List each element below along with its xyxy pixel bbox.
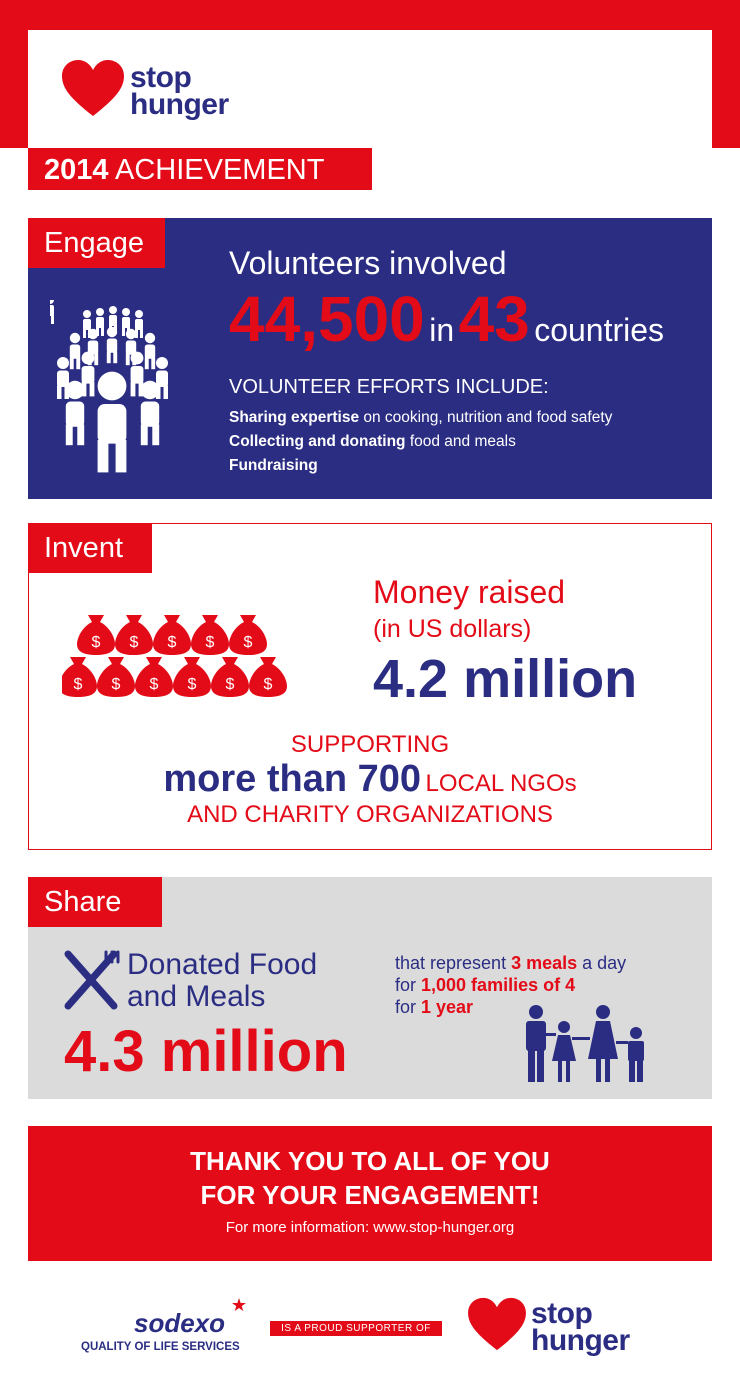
dollar-sign: $ <box>187 676 197 693</box>
represent-highlight: 3 meals <box>511 953 578 973</box>
thanks-line2: FOR YOUR ENGAGEMENT! <box>200 1180 540 1210</box>
header-frame-top <box>0 0 740 30</box>
represent-text: for <box>395 975 422 995</box>
efforts-heading: VOLUNTEER EFFORTS INCLUDE: <box>229 376 549 398</box>
money-bags <box>62 605 312 705</box>
ngo-label: LOCAL NGOs <box>425 770 577 797</box>
dollar-sign: $ <box>91 634 101 651</box>
dollar-sign: $ <box>225 676 235 693</box>
money-bag-icon <box>62 657 97 697</box>
represent-line3 <box>395 996 473 1018</box>
donated-food-label <box>127 949 317 1013</box>
engage-tag: Engage <box>28 218 165 268</box>
effort-rest: on cooking, nutrition and food safety <box>359 409 613 426</box>
effort-item <box>229 409 612 427</box>
donated-food-line1: Donated Food <box>127 948 318 981</box>
title-word: ACHIEVEMENT <box>114 154 325 186</box>
volunteers-group-icon <box>50 300 175 478</box>
countries-word: countries <box>534 312 665 348</box>
represent-text: a day <box>577 953 627 973</box>
share-tag: Share <box>28 877 162 927</box>
header-frame-left <box>0 0 28 148</box>
effort-bold: Sharing expertise <box>229 409 360 426</box>
effort-item <box>229 433 516 451</box>
footer-logo-wordmark <box>531 1297 630 1357</box>
dollar-sign: $ <box>167 634 177 651</box>
money-bag-icon <box>115 615 153 655</box>
money-bag-icon <box>229 615 267 655</box>
ngo-stat <box>0 758 740 801</box>
fork-knife-icon <box>62 950 120 1010</box>
sodexo-tagline: QUALITY OF LIFE SERVICES <box>81 1341 240 1353</box>
effort-item <box>229 457 318 475</box>
volunteers-stat <box>229 282 664 356</box>
logo-word-stop: stop <box>531 1297 593 1330</box>
represent-line1 <box>395 952 626 974</box>
heart-icon <box>466 1296 528 1352</box>
logo-wordmark <box>130 61 229 121</box>
dollar-sign: $ <box>111 676 121 693</box>
money-bag-icon <box>191 615 229 655</box>
logo-word-hunger: hunger <box>130 88 229 121</box>
ngo-count: more than 700 <box>163 758 422 800</box>
in-word: in <box>429 312 455 348</box>
represent-text: for <box>395 997 422 1017</box>
dollar-sign: $ <box>129 634 139 651</box>
dollar-sign: $ <box>73 676 83 693</box>
represent-text: that represent <box>395 953 512 973</box>
effort-bold: Fundraising <box>229 457 318 474</box>
dollar-sign: $ <box>263 676 273 693</box>
represent-highlight: 1 year <box>421 997 474 1017</box>
volunteers-count: 44,500 <box>229 283 425 355</box>
dollar-sign: $ <box>205 634 215 651</box>
money-raised-value: 4.2 million <box>373 649 638 709</box>
title-year: 2014 <box>44 154 109 186</box>
logo-word-stop: stop <box>130 61 192 94</box>
family-icon <box>522 1005 652 1085</box>
dollar-sign: $ <box>149 676 159 693</box>
header-frame-right <box>712 0 740 148</box>
dollar-sign: $ <box>243 634 253 651</box>
star-icon <box>232 1298 246 1312</box>
money-bag-icon <box>97 657 135 697</box>
donated-food-value: 4.3 million <box>64 1019 348 1084</box>
charity-label: AND CHARITY ORGANIZATIONS <box>187 801 553 828</box>
invent-tag: Invent <box>28 523 152 573</box>
donated-food-line2: and Meals <box>127 980 266 1013</box>
money-bag-icon <box>249 657 287 697</box>
page-title <box>28 148 372 190</box>
logo-word-hunger: hunger <box>531 1324 630 1357</box>
volunteers-title: Volunteers involved <box>229 245 507 281</box>
countries-count: 43 <box>458 283 530 355</box>
money-bag-icon <box>153 615 191 655</box>
represent-highlight: of 4 <box>538 975 576 995</box>
heart-icon <box>60 58 126 118</box>
money-raised-label: Money raised <box>373 574 566 610</box>
money-bag-icon <box>77 615 115 655</box>
effort-bold: Collecting and donating <box>229 433 406 450</box>
money-raised-sublabel: (in US dollars) <box>373 615 532 643</box>
represent-line2 <box>395 974 575 996</box>
represent-highlight: 1,000 families <box>421 975 539 995</box>
thanks-line1: THANK YOU TO ALL OF YOU <box>190 1146 550 1176</box>
effort-rest: food and meals <box>405 433 516 450</box>
money-bag-icon <box>173 657 211 697</box>
supporting-label: SUPPORTING <box>290 731 450 758</box>
more-info-link[interactable]: For more information: www.stop-hunger.org <box>225 1219 515 1236</box>
money-bags-svg <box>62 605 312 705</box>
sodexo-logo: sodexo <box>134 1308 226 1338</box>
money-bag-icon <box>211 657 249 697</box>
proud-supporter-label: IS A PROUD SUPPORTER OF <box>270 1321 442 1336</box>
money-bag-icon <box>135 657 173 697</box>
